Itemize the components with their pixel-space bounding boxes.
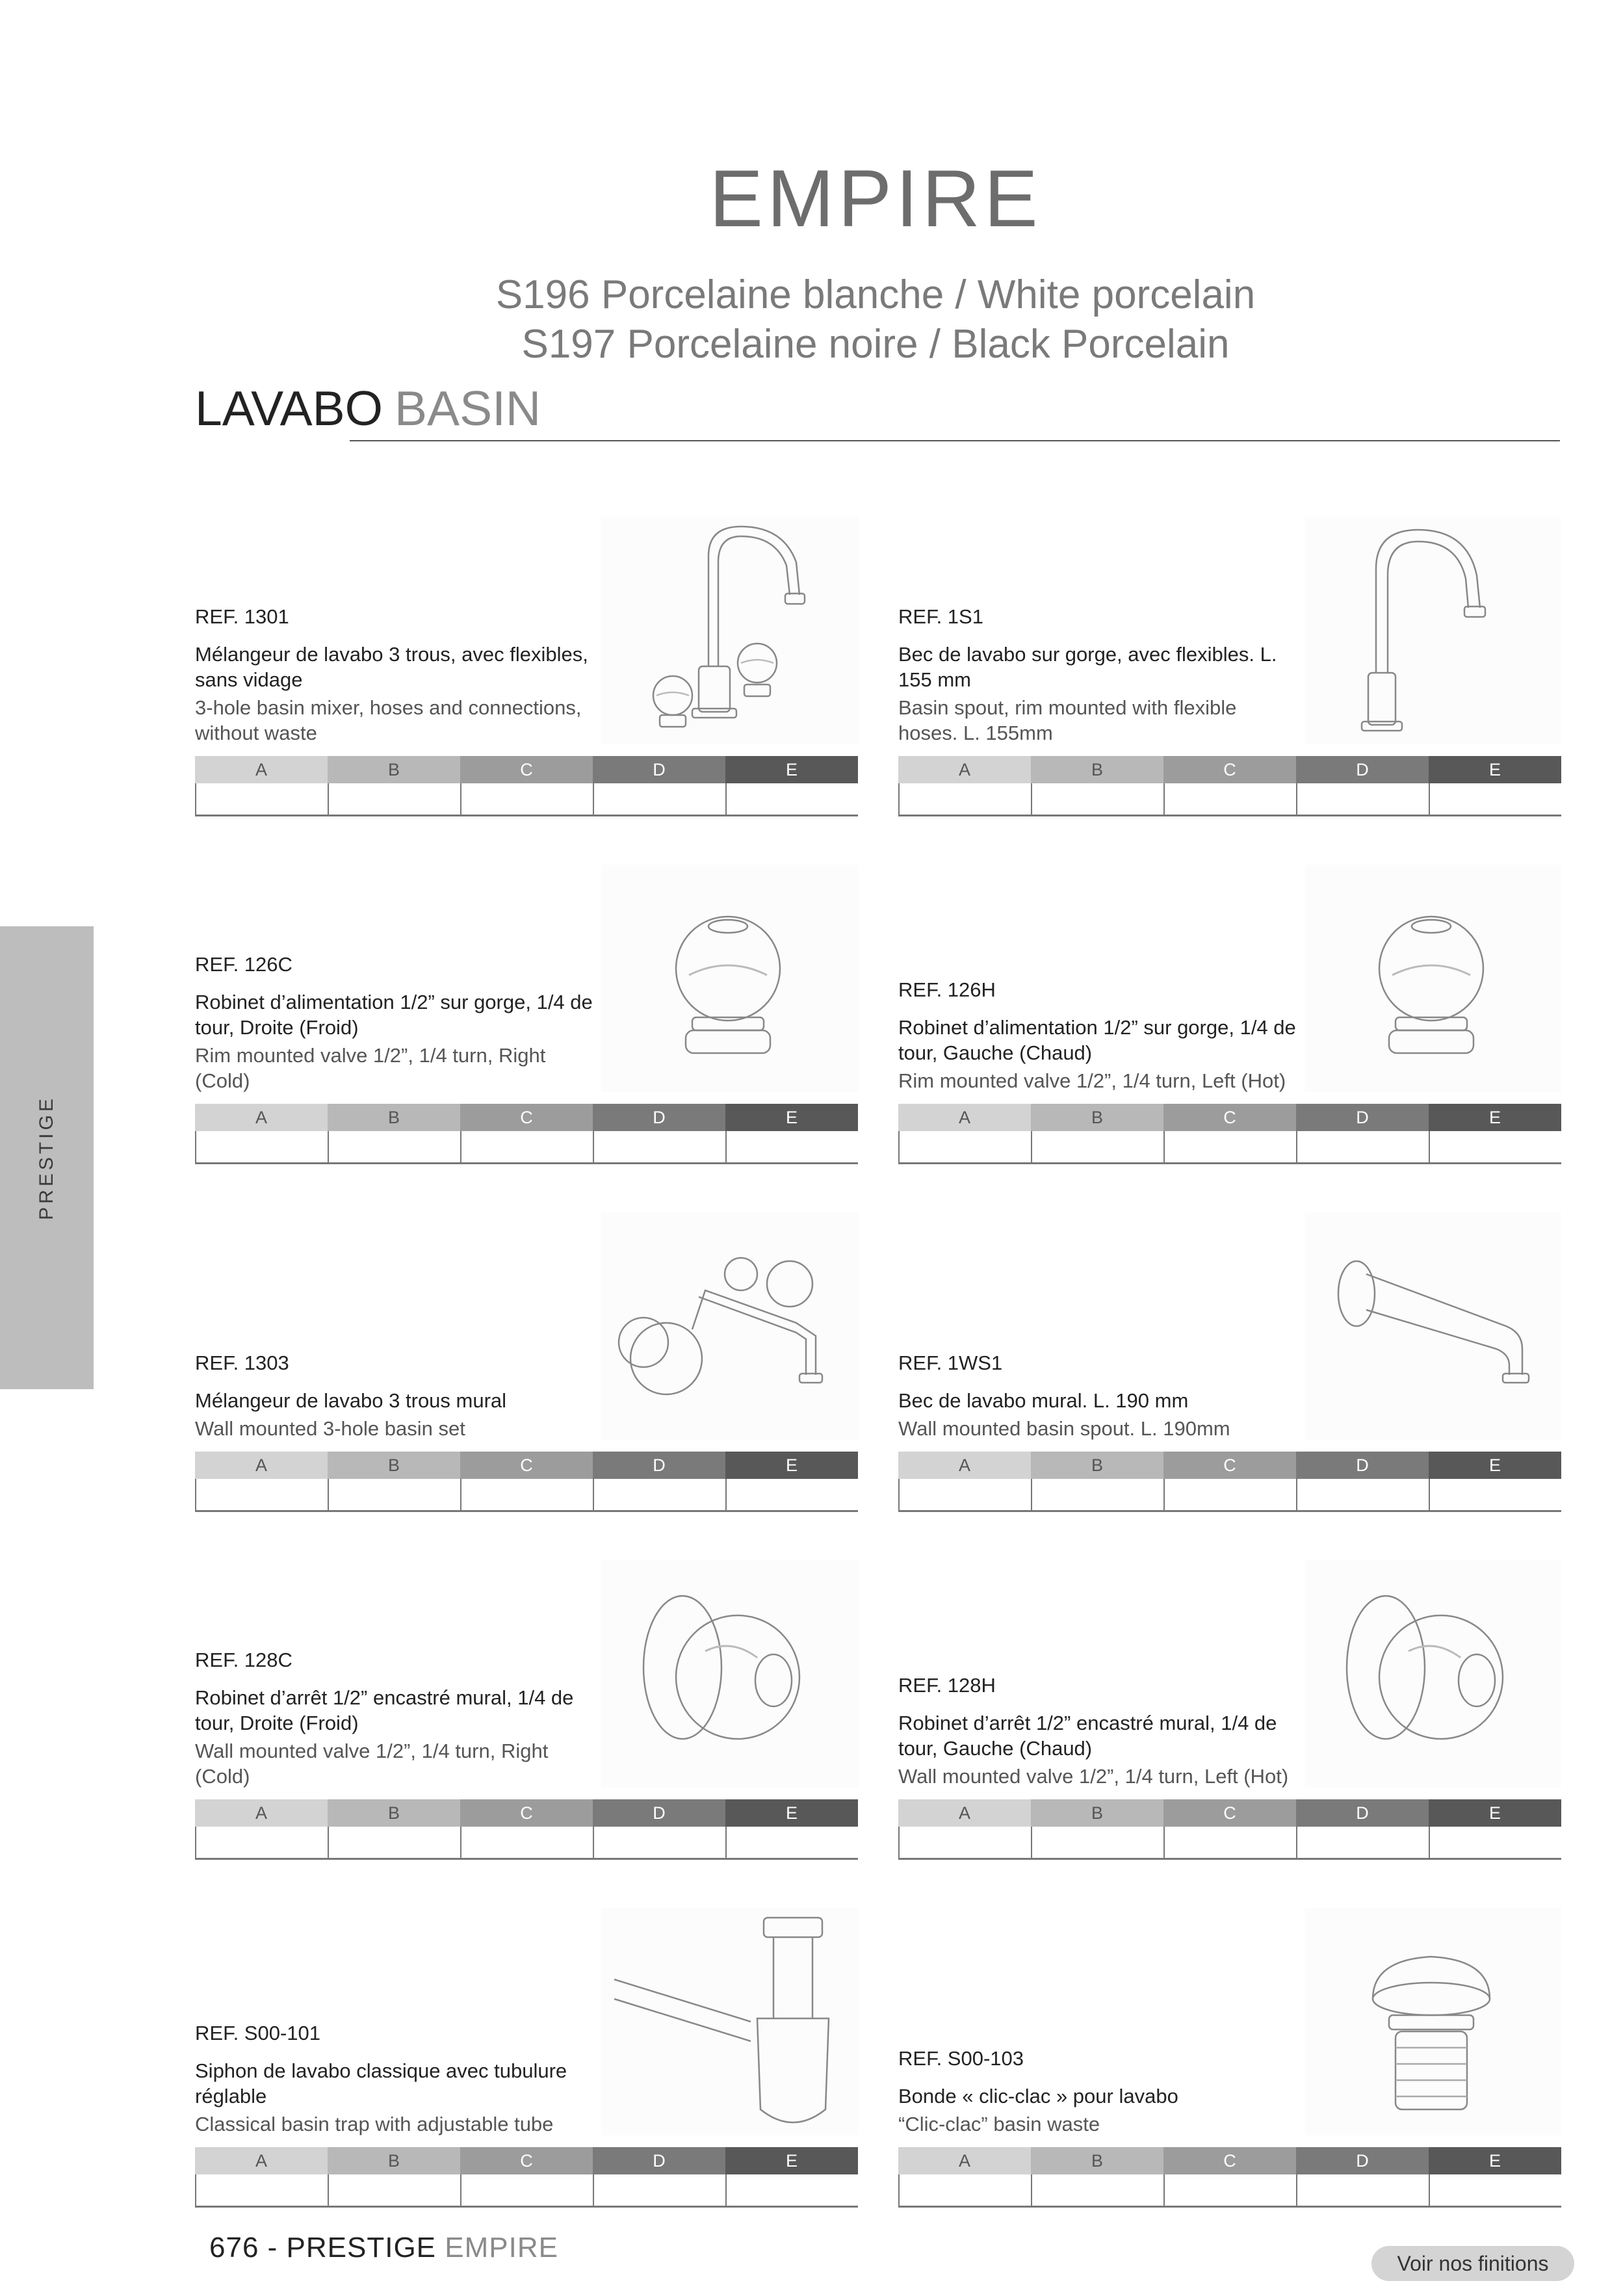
product-ref <box>195 605 598 629</box>
product-ref-code: 128H <box>947 1674 996 1697</box>
wall-mixer-icon <box>601 1212 858 1440</box>
product-ref-prefix: REF. <box>898 2047 948 2070</box>
finish-cell-e[interactable] <box>725 1131 858 1162</box>
finish-header-c: C <box>1163 1799 1296 1827</box>
product-ref-code: 126H <box>947 978 996 1001</box>
basin-spout-icon <box>1305 517 1561 744</box>
basin-trap-icon <box>601 1908 858 2135</box>
product-card[interactable] <box>898 1908 1561 2207</box>
product-description-fr: Mélangeur de lavabo 3 trous, avec flexibles, sans vidage <box>195 643 588 691</box>
product-text <box>195 1649 598 1789</box>
finish-header-d: D <box>1296 1452 1429 1479</box>
finish-cell-e[interactable] <box>725 2174 858 2206</box>
product-card[interactable] <box>898 865 1561 1164</box>
finish-header-a: A <box>195 1799 328 1827</box>
finish-header-a: A <box>195 2147 328 2174</box>
finish-cell-d[interactable] <box>1296 1131 1429 1162</box>
product-description-en: Wall mounted valve 1/2”, 1/4 turn, Left (Hot) <box>898 1765 1289 1788</box>
finish-cell-b[interactable] <box>1031 1479 1163 1510</box>
finish-cell-c[interactable] <box>460 1131 593 1162</box>
finish-header-a: A <box>195 1104 328 1131</box>
footer-range: EMPIRE <box>445 2232 558 2263</box>
product-card[interactable] <box>195 865 858 1164</box>
finish-header-a: A <box>898 1799 1031 1827</box>
product-ref <box>898 1351 1301 1375</box>
finish-cell-c[interactable] <box>460 2174 593 2206</box>
finish-header-b: B <box>1031 2147 1163 2174</box>
finish-header-a: A <box>195 1452 328 1479</box>
product-description-en: Wall mounted 3-hole basin set <box>195 1417 465 1440</box>
product-text <box>898 1351 1301 1441</box>
finish-header-b: B <box>328 1452 460 1479</box>
product-description-fr: Bec de lavabo sur gorge, avec flexibles. L. 155 mm <box>898 643 1277 691</box>
finish-header-c: C <box>1163 1452 1296 1479</box>
product-ref-code: S00-101 <box>244 2022 321 2044</box>
product-ref <box>898 2047 1301 2070</box>
finish-cell-a[interactable] <box>195 1827 328 1858</box>
finish-header-d: D <box>1296 1104 1429 1131</box>
product-ref-prefix: REF. <box>898 1351 948 1374</box>
product-description-fr: Siphon de lavabo classique avec tubulure réglable <box>195 2059 567 2107</box>
wall-valve-icon <box>1305 1560 1561 1788</box>
finish-cell-e[interactable] <box>1429 1131 1561 1162</box>
section-title <box>195 380 541 436</box>
finish-header-c: C <box>460 1799 593 1827</box>
product-description-fr: Bec de lavabo mural. L. 190 mm <box>898 1389 1189 1412</box>
finish-table <box>195 1104 858 1164</box>
product-ref-code: 1301 <box>244 605 289 628</box>
product-ref-code: 128C <box>244 1649 292 1671</box>
subtitle-black-porcelain: S197 Porcelaine noire / Black Porcelain <box>521 322 1230 367</box>
finish-header-e: E <box>725 2147 858 2174</box>
finish-header-a: A <box>898 1104 1031 1131</box>
finish-cell-b[interactable] <box>328 1131 460 1162</box>
finish-header-e: E <box>1429 1104 1561 1131</box>
product-description-en: Wall mounted basin spout. L. 190mm <box>898 1417 1230 1440</box>
finish-table <box>898 1452 1561 1511</box>
product-description-fr: Mélangeur de lavabo 3 trous mural <box>195 1389 507 1412</box>
page-number: 676 <box>209 2232 259 2263</box>
finish-cell-d[interactable] <box>1296 1827 1429 1858</box>
product-ref-prefix: REF. <box>195 1649 244 1671</box>
finish-cell-e[interactable] <box>1429 2174 1561 2206</box>
product-card[interactable] <box>195 1908 858 2207</box>
finish-header-c: C <box>460 1452 593 1479</box>
finish-cell-b[interactable] <box>1031 783 1163 815</box>
finish-cell-a[interactable] <box>898 1479 1031 1510</box>
finish-header-b: B <box>328 756 460 783</box>
product-card[interactable] <box>898 1212 1561 1511</box>
finish-cell-a[interactable] <box>898 2174 1031 2206</box>
finish-table <box>195 1799 858 1859</box>
finish-cell-a[interactable] <box>898 1827 1031 1858</box>
product-description-en: Rim mounted valve 1/2”, 1/4 turn, Left (Hot) <box>898 1069 1286 1092</box>
rim-valve-icon <box>1305 865 1561 1092</box>
product-ref <box>195 2022 598 2045</box>
finish-header-e: E <box>1429 756 1561 783</box>
footer-label <box>209 2232 558 2264</box>
product-description-en: Wall mounted valve 1/2”, 1/4 turn, Right (Cold) <box>195 1740 549 1788</box>
finish-cell-a[interactable] <box>195 1131 328 1162</box>
product-description-fr: Bonde « clic-clac » pour lavabo <box>898 2085 1178 2107</box>
finish-header-b: B <box>1031 1799 1163 1827</box>
finish-header-c: C <box>1163 756 1296 783</box>
finish-header-b: B <box>328 1799 460 1827</box>
finish-header-e: E <box>725 1799 858 1827</box>
product-ref-prefix: REF. <box>898 978 948 1001</box>
finish-cell-a[interactable] <box>195 783 328 815</box>
finish-cell-b[interactable] <box>328 2174 460 2206</box>
product-text <box>898 2047 1301 2137</box>
finish-table <box>898 1799 1561 1859</box>
finish-cell-a[interactable] <box>898 783 1031 815</box>
finish-cell-b[interactable] <box>1031 1131 1163 1162</box>
finish-cell-a[interactable] <box>195 2174 328 2206</box>
clic-clac-waste-icon <box>1305 1908 1561 2135</box>
product-card[interactable] <box>898 1560 1561 1859</box>
finish-header-e: E <box>1429 1452 1561 1479</box>
finish-cell-d[interactable] <box>1296 2174 1429 2206</box>
finish-header-c: C <box>1163 1104 1296 1131</box>
finish-cell-e[interactable] <box>1429 1827 1561 1858</box>
product-description-en: 3-hole basin mixer, hoses and connections, without waste <box>195 696 582 744</box>
finish-cell-d[interactable] <box>1296 783 1429 815</box>
see-finishes-button[interactable]: Voir nos finitions <box>1371 2246 1574 2281</box>
product-description-en: Rim mounted valve 1/2”, 1/4 turn, Right (Cold) <box>195 1044 546 1092</box>
finish-cell-d[interactable] <box>593 783 725 815</box>
finish-header-b: B <box>1031 1452 1163 1479</box>
finish-cell-a[interactable] <box>195 1479 328 1510</box>
product-card[interactable] <box>898 517 1561 816</box>
finish-header-a: A <box>898 1452 1031 1479</box>
section-title-en: BASIN <box>395 381 541 436</box>
finish-cell-a[interactable] <box>898 1131 1031 1162</box>
finish-header-a: A <box>898 2147 1031 2174</box>
product-description-en: Classical basin trap with adjustable tube <box>195 2113 554 2135</box>
product-card[interactable] <box>195 1212 858 1511</box>
finish-cell-d[interactable] <box>593 1479 725 1510</box>
finish-header-e: E <box>725 756 858 783</box>
finish-cell-c[interactable] <box>460 1827 593 1858</box>
product-text <box>195 1351 598 1441</box>
finish-cell-b[interactable] <box>328 1827 460 1858</box>
finish-header-e: E <box>725 1452 858 1479</box>
product-text <box>898 978 1301 1093</box>
product-description-fr: Robinet d’arrêt 1/2” encastré mural, 1/4 de tour, Droite (Froid) <box>195 1686 574 1734</box>
footer-collection: PRESTIGE <box>286 2232 437 2263</box>
finish-cell-d[interactable] <box>593 2174 725 2206</box>
finish-header-a: A <box>195 756 328 783</box>
finish-cell-e[interactable] <box>1429 1479 1561 1510</box>
finish-header-d: D <box>1296 2147 1429 2174</box>
finish-header-d: D <box>593 2147 725 2174</box>
finish-cell-c[interactable] <box>1163 1131 1296 1162</box>
side-tab[interactable] <box>0 926 94 1389</box>
finish-cell-e[interactable] <box>725 783 858 815</box>
product-ref-prefix: REF. <box>898 605 948 628</box>
product-ref-code: 1S1 <box>947 605 983 628</box>
product-ref-prefix: REF. <box>195 605 244 628</box>
finish-cell-c[interactable] <box>1163 2174 1296 2206</box>
product-text <box>195 2022 598 2137</box>
finish-cell-c[interactable] <box>460 1479 593 1510</box>
product-ref <box>195 953 598 976</box>
product-card[interactable] <box>195 517 858 816</box>
finish-header-c: C <box>1163 2147 1296 2174</box>
finish-cell-b[interactable] <box>1031 2174 1163 2206</box>
finish-table <box>898 756 1561 816</box>
product-ref-code: S00-103 <box>947 2047 1024 2070</box>
finish-cell-c[interactable] <box>1163 1827 1296 1858</box>
finish-header-e: E <box>1429 2147 1561 2174</box>
product-ref-code: 1WS1 <box>947 1351 1003 1374</box>
finish-header-d: D <box>1296 1799 1429 1827</box>
product-ref-code: 126C <box>244 953 292 976</box>
product-description-en: Basin spout, rim mounted with flexible hoses. L. 155mm <box>898 696 1237 744</box>
finish-cell-e[interactable] <box>725 1827 858 1858</box>
product-description-en: “Clic-clac” basin waste <box>898 2113 1100 2135</box>
finish-header-d: D <box>593 756 725 783</box>
finish-header-b: B <box>1031 1104 1163 1131</box>
product-ref-prefix: REF. <box>195 1351 244 1374</box>
finish-cell-b[interactable] <box>328 1479 460 1510</box>
finish-header-d: D <box>1296 756 1429 783</box>
finish-cell-e[interactable] <box>1429 783 1561 815</box>
finish-table <box>898 1104 1561 1164</box>
wall-valve-icon <box>601 1560 858 1788</box>
product-ref-prefix: REF. <box>195 2022 244 2044</box>
finish-header-d: D <box>593 1799 725 1827</box>
section-title-fr: LAVABO <box>195 381 383 436</box>
finish-cell-c[interactable] <box>1163 783 1296 815</box>
product-ref <box>898 605 1301 629</box>
finish-cell-b[interactable] <box>1031 1827 1163 1858</box>
product-ref <box>898 1674 1301 1697</box>
wall-spout-icon <box>1305 1212 1561 1440</box>
product-ref-code: 1303 <box>244 1351 289 1374</box>
finish-header-c: C <box>460 2147 593 2174</box>
finish-cell-d[interactable] <box>593 1131 725 1162</box>
finish-cell-c[interactable] <box>1163 1479 1296 1510</box>
finish-header-b: B <box>1031 756 1163 783</box>
finish-table <box>195 2147 858 2207</box>
finish-cell-d[interactable] <box>593 1827 725 1858</box>
product-ref <box>898 978 1301 1002</box>
finish-cell-c[interactable] <box>460 783 593 815</box>
product-description-fr: Robinet d’arrêt 1/2” encastré mural, 1/4 de tour, Gauche (Chaud) <box>898 1712 1277 1760</box>
finish-header-e: E <box>1429 1799 1561 1827</box>
product-ref-prefix: REF. <box>898 1674 948 1697</box>
product-text <box>898 1674 1301 1789</box>
product-text <box>898 605 1301 746</box>
finish-header-b: B <box>328 2147 460 2174</box>
side-tab-label: PRESTIGE <box>36 1095 57 1220</box>
finish-header-b: B <box>328 1104 460 1131</box>
footer-separator: - <box>259 2232 287 2263</box>
product-card[interactable] <box>195 1560 858 1859</box>
finish-table <box>898 2147 1561 2207</box>
product-description-fr: Robinet d’alimentation 1/2” sur gorge, 1/4 de tour, Gauche (Chaud) <box>898 1016 1296 1064</box>
finish-header-d: D <box>593 1452 725 1479</box>
product-description-fr: Robinet d’alimentation 1/2” sur gorge, 1/4 de tour, Droite (Froid) <box>195 991 593 1039</box>
product-text <box>195 605 598 746</box>
product-ref <box>195 1649 598 1672</box>
section-divider <box>350 440 1560 441</box>
finish-table <box>195 1452 858 1511</box>
finish-header-a: A <box>898 756 1031 783</box>
finish-cell-e[interactable] <box>725 1479 858 1510</box>
product-text <box>195 953 598 1093</box>
finish-table <box>195 756 858 816</box>
product-ref <box>195 1351 598 1375</box>
finish-cell-d[interactable] <box>1296 1479 1429 1510</box>
rim-valve-icon <box>601 865 858 1092</box>
finish-header-c: C <box>460 1104 593 1131</box>
finish-header-c: C <box>460 756 593 783</box>
page-title: EMPIRE <box>709 154 1042 244</box>
finish-cell-b[interactable] <box>328 783 460 815</box>
three-hole-mixer-icon <box>601 517 858 744</box>
subtitle-white-porcelain: S196 Porcelaine blanche / White porcelain <box>495 272 1256 317</box>
finish-header-d: D <box>593 1104 725 1131</box>
finish-header-e: E <box>725 1104 858 1131</box>
product-ref-prefix: REF. <box>195 953 244 976</box>
